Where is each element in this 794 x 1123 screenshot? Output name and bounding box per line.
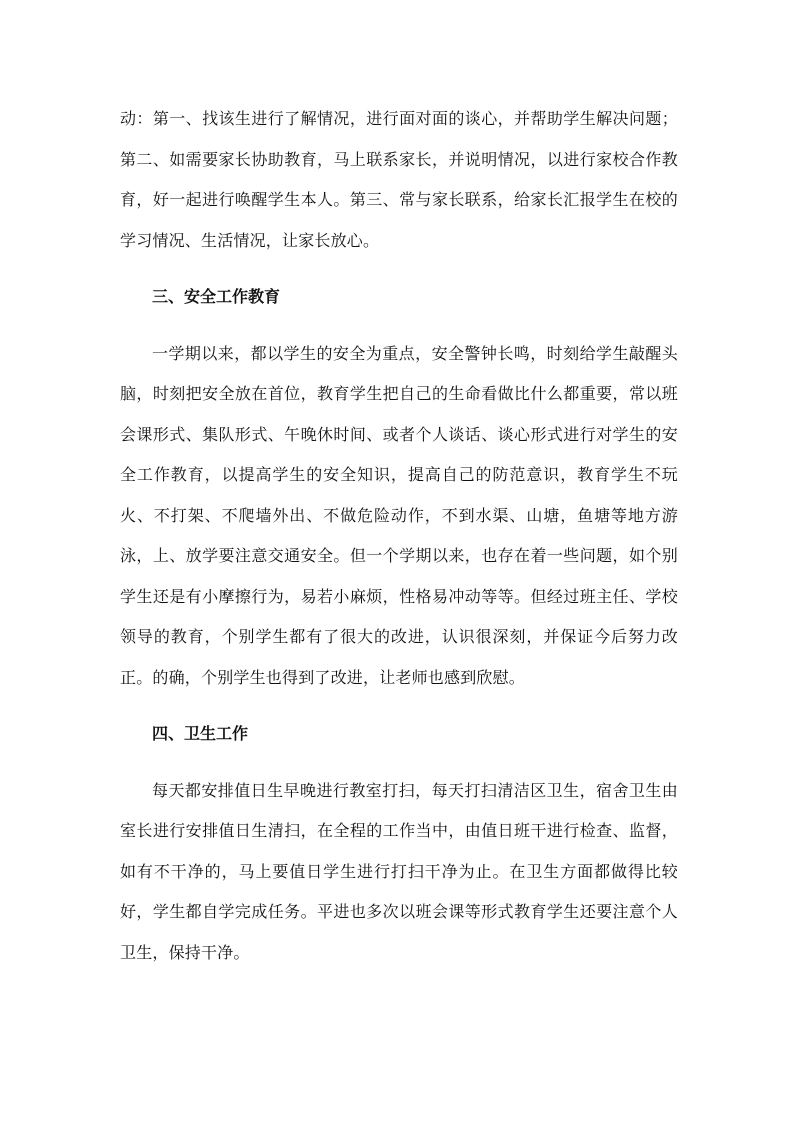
- paragraph-spacer: [120, 261, 678, 277]
- paragraph-spacer: [120, 318, 678, 334]
- paragraph-spacer: [120, 755, 678, 771]
- paragraph-continuation: 动：第一、找该生进行了解情况，进行面对面的谈心，并帮助学生解决问题；第二、如需要家长协助教育，马上联系家长，并说明情况，以进行家校合作教育，好一起进行唤醒学生本人。第三、常与家长联系，给家长汇报学生在校的学习情况、生活情况，让家长放心。: [120, 109, 678, 250]
- paragraph-hygiene: 每天都安排值日生早晚进行教室打扫，每天打扫清洁区卫生，宿舍卫生由室长进行安排值日生清扫，在全程的工作当中，由值日班干进行检查、监督，如有不干净的，马上要值日学生进行打扫干净为止。在卫生方面都做得比较好，学生都自学完成任务。平进也多次以班会课等形式教育学生还要注意个人卫生，保持干净。: [120, 780, 678, 962]
- document-body: [120, 99, 678, 973]
- section-heading-safety: 三、安全工作教育: [152, 287, 281, 306]
- paragraph-safety: 一学期以来，都以学生的安全为重点，安全警钟长鸣，时刻给学生敲醒头脑，时刻把安全放在首位，教育学生把自己的生命看做比什么都重要，常以班会课形式、集队形式、午晚休时间、或者个人谈话、谈心形式进行对学生的安全工作教育，以提高学生的安全知识，提高自己的防范意识，教育学生不玩火、不打架、不爬墙外出、不做危险动作，不到水渠、山塘，鱼塘等地方游泳，上、放学要注意交通安全。但一个学期以来，也存在着一些问题，如个别学生还是有小摩擦行为，易若小麻烦，性格易冲动等等。但经过班主任、学校领导的教育，个别学生都有了很大的改进，认识很深刻，并保证今后努力改正。的确，个别学生也得到了改进，让老师也感到欣慰。: [120, 343, 678, 687]
- section-heading-hygiene: 四、卫生工作: [152, 724, 249, 743]
- paragraph-spacer: [120, 698, 678, 714]
